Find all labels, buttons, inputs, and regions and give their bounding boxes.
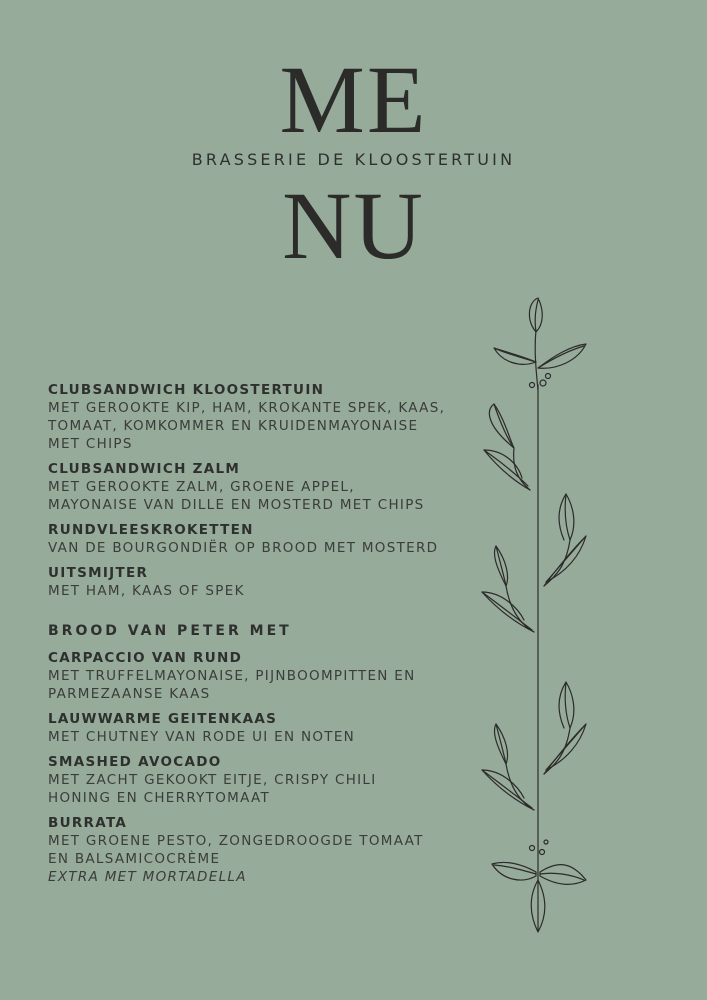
menu-item-name: LAUWWARME GEITENKAAS — [48, 711, 278, 727]
menu-item-name: CLUBSANDWICH ZALM — [48, 461, 241, 477]
menu-item-description: MET CHUTNEY VAN RODE UI EN NOTEN — [48, 729, 356, 745]
menu-item-description: HONING EN CHERRYTOMAAT — [48, 790, 271, 806]
menu-item — [48, 710, 478, 746]
menu-item-name: RUNDVLEESKROKETTEN — [48, 522, 254, 538]
menu-item — [48, 381, 478, 453]
menu-item-description: VAN DE BOURGONDIËR OP BROOD MET MOSTERD — [48, 540, 439, 556]
menu-item-description: PARMEZAANSE KAAS — [48, 686, 211, 702]
menu-item-description: MET CHIPS — [48, 436, 133, 452]
menu-item-description: MET GROENE PESTO, ZONGEDROOGDE TOMAAT — [48, 833, 424, 849]
menu-item — [48, 564, 478, 600]
menu-item-name: UITSMIJTER — [48, 565, 149, 581]
menu-item-description: TOMAAT, KOMKOMMER EN KRUIDENMAYONAISE — [48, 418, 419, 434]
menu-title-top: ME — [279, 46, 428, 153]
leaf-vine-icon — [470, 290, 610, 950]
menu-item-description: MET TRUFFELMAYONAISE, PIJNBOOMPITTEN EN — [48, 668, 416, 684]
section-title: BROOD VAN PETER MET — [48, 623, 292, 639]
menu-item-description: MET GEROOKTE ZALM, GROENE APPEL, — [48, 479, 355, 495]
menu-item-description: MET ZACHT GEKOOKT EITJE, CRISPY CHILI — [48, 772, 377, 788]
menu-item-description: MET GEROOKTE KIP, HAM, KROKANTE SPEK, KAAS, — [48, 400, 446, 416]
menu-item — [48, 814, 478, 886]
menu-item-name: SMASHED AVOCADO — [48, 754, 222, 770]
menu-item-extra: EXTRA MET MORTADELLA — [48, 869, 247, 885]
menu-item-description: MAYONAISE VAN DILLE EN MOSTERD MET CHIPS — [48, 497, 425, 513]
menu-item — [48, 460, 478, 514]
menu-item — [48, 649, 478, 703]
menu-item — [48, 753, 478, 807]
menu-item-name: CARPACCIO VAN RUND — [48, 650, 243, 666]
menu-item — [48, 521, 478, 557]
menu-item-description: MET HAM, KAAS OF SPEK — [48, 583, 245, 599]
restaurant-name: BRASSERIE DE KLOOSTERTUIN — [191, 150, 516, 169]
menu-list — [48, 381, 478, 893]
menu-item-description: EN BALSAMICOCRÈME — [48, 851, 221, 867]
menu-item-name: BURRATA — [48, 815, 128, 831]
menu-item-name: CLUBSANDWICH KLOOSTERTUIN — [48, 382, 325, 398]
menu-title-bottom: NU — [282, 172, 425, 279]
